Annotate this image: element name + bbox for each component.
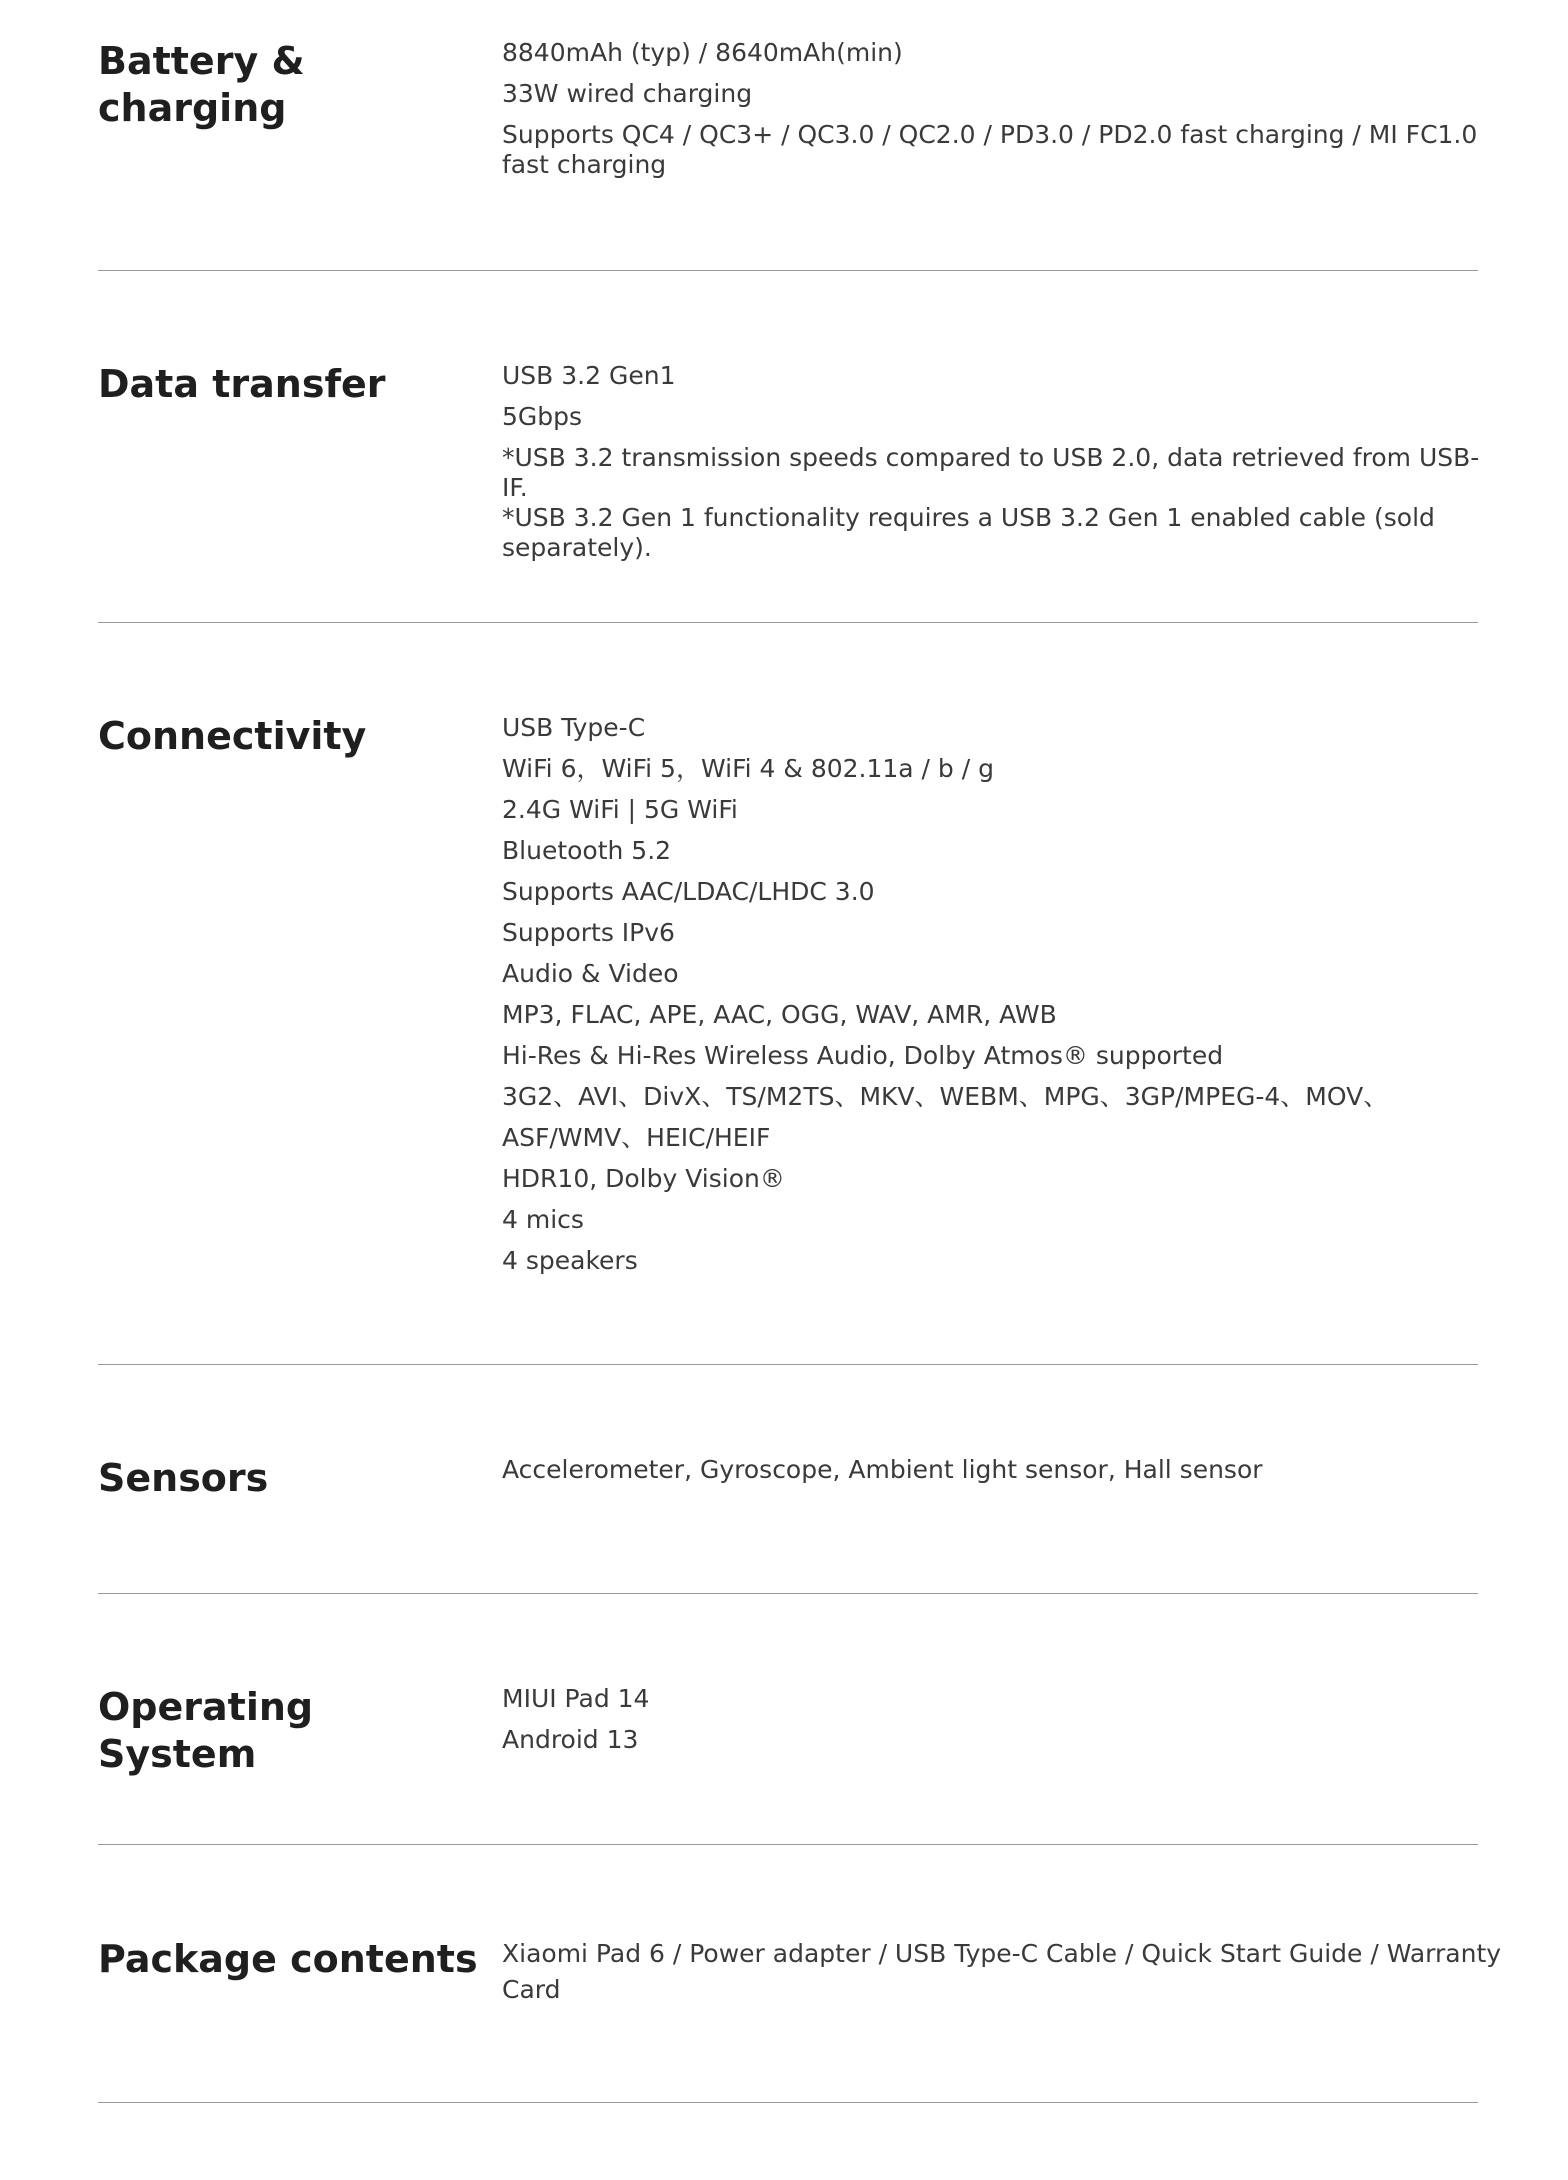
spec-line: 4 mics xyxy=(502,1205,584,1234)
spec-line: 5Gbps xyxy=(502,402,583,431)
section-divider xyxy=(98,270,1478,271)
section-divider xyxy=(98,622,1478,623)
spec-values xyxy=(502,38,1502,191)
spec-section-data-transfer xyxy=(98,361,1478,591)
spec-line: USB Type-C xyxy=(502,713,646,742)
section-divider xyxy=(98,1364,1478,1365)
spec-line: USB 3.2 Gen1 xyxy=(502,361,676,390)
spec-line: Xiaomi Pad 6 / Power adapter / USB Type-C Cable / Quick Start Guide / Warranty Card xyxy=(502,1939,1502,2004)
spec-values xyxy=(502,713,1502,1287)
spec-line: *USB 3.2 transmission speeds compared to USB 2.0, data retrieved from USB-IF. xyxy=(502,443,1480,502)
spec-section-package-contents xyxy=(98,1936,1502,2076)
spec-values xyxy=(502,1455,1502,1496)
spec-line: Supports QC4 / QC3+ / QC3.0 / QC2.0 / PD3.0 / PD2.0 fast charging / MI FC1.0 fast charging xyxy=(502,120,1478,179)
spec-line: WiFi 6，WiFi 5，WiFi 4 & 802.11a / b / g xyxy=(502,754,994,783)
spec-section-battery xyxy=(98,38,1478,238)
spec-line: ASF/WMV、HEIC/HEIF xyxy=(502,1123,771,1152)
spec-line: HDR10, Dolby Vision® xyxy=(502,1164,785,1193)
spec-section-sensors xyxy=(98,1455,1478,1575)
section-divider xyxy=(98,1844,1478,1845)
section-title: Battery & charging xyxy=(98,39,305,130)
spec-line: Supports IPv6 xyxy=(502,918,675,947)
section-divider xyxy=(98,1593,1478,1594)
section-title: Sensors xyxy=(98,1456,269,1500)
spec-line: 2.4G WiFi | 5G WiFi xyxy=(502,795,738,824)
spec-line: 3G2、AVI、DivX、TS/M2TS、MKV、WEBM、MPG、3GP/MPEG-4、MOV、 xyxy=(502,1082,1389,1111)
spec-line: MP3, FLAC, APE, AAC, OGG, WAV, AMR, AWB xyxy=(502,1000,1057,1029)
spec-values xyxy=(502,1936,1512,2019)
spec-line: MIUI Pad 14 xyxy=(502,1684,650,1713)
section-title: Data transfer xyxy=(98,362,386,406)
spec-section-operating-system xyxy=(98,1684,1478,1834)
spec-line: Bluetooth 5.2 xyxy=(502,836,672,865)
spec-line: Android 13 xyxy=(502,1725,639,1754)
section-title: Operating System xyxy=(98,1685,314,1776)
spec-line: Hi-Res & Hi-Res Wireless Audio, Dolby Atmos® supported xyxy=(502,1041,1224,1070)
section-divider xyxy=(98,2102,1478,2103)
spec-line: 33W wired charging xyxy=(502,79,753,108)
spec-line: Audio & Video xyxy=(502,959,679,988)
spec-line: *USB 3.2 Gen 1 functionality requires a USB 3.2 Gen 1 enabled cable (sold separately). xyxy=(502,503,1435,562)
spec-line: 8840mAh (typ) / 8640mAh(min) xyxy=(502,38,903,67)
section-title: Connectivity xyxy=(98,714,367,758)
section-title: Package contents xyxy=(98,1937,478,1981)
spec-line: Supports AAC/LDAC/LHDC 3.0 xyxy=(502,877,875,906)
spec-values xyxy=(502,361,1502,574)
spec-section-connectivity xyxy=(98,713,1478,1293)
spec-line: 4 speakers xyxy=(502,1246,638,1275)
spec-values xyxy=(502,1684,1502,1766)
spec-line: Accelerometer, Gyroscope, Ambient light sensor, Hall sensor xyxy=(502,1455,1263,1484)
